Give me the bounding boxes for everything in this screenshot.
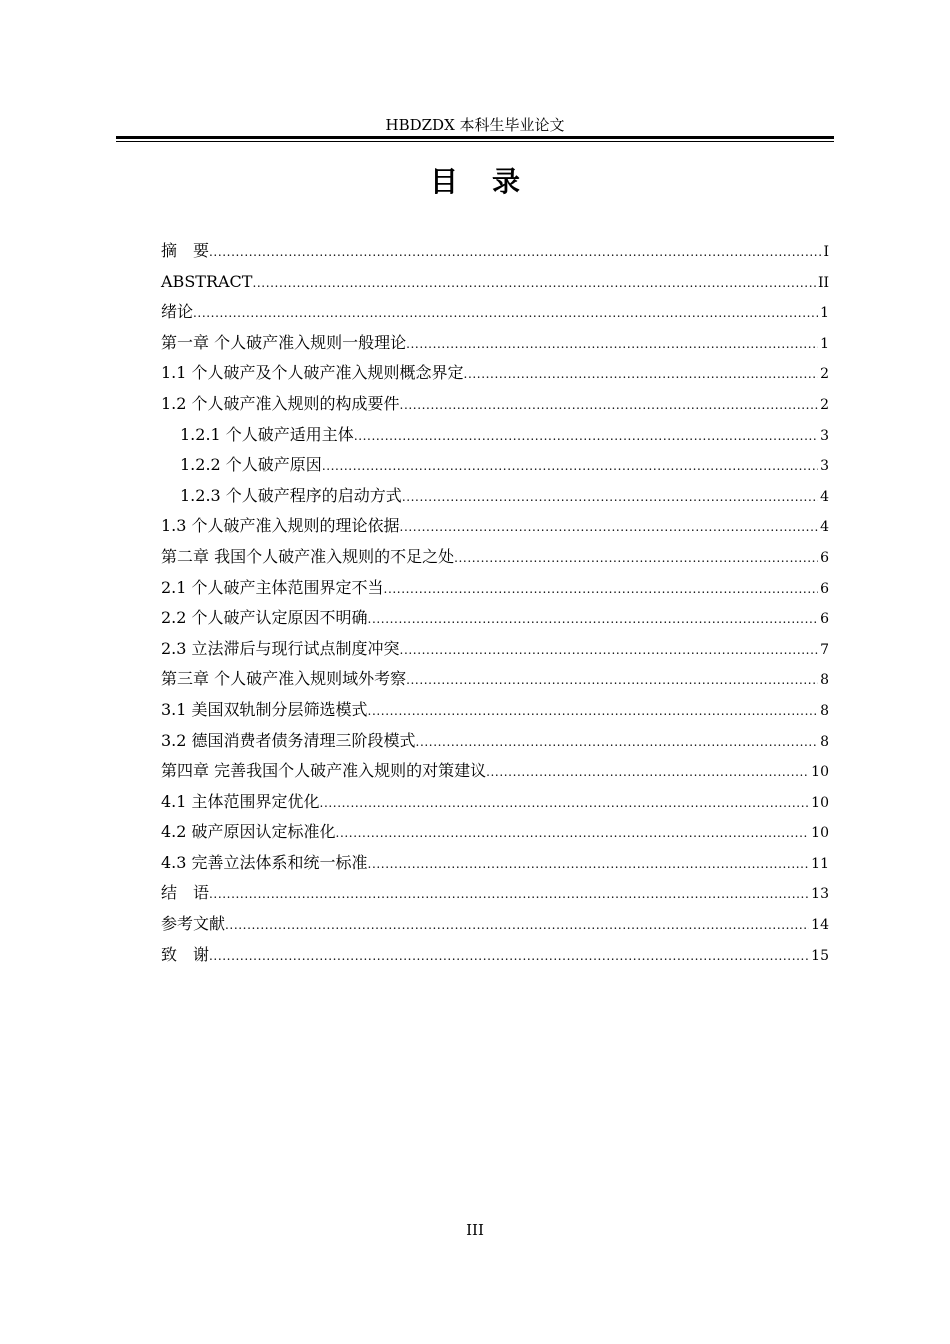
toc-entry[interactable]: [161, 634, 829, 665]
toc-entry[interactable]: [161, 481, 829, 512]
toc-entry-label: 1.2.1 个人破产适用主体: [180, 424, 354, 444]
toc-entry[interactable]: [161, 603, 829, 634]
toc-entry-page: 14: [811, 917, 829, 934]
toc-entry-page: 8: [820, 672, 829, 689]
toc-dot-leader: [486, 756, 809, 788]
toc-dot-leader: [320, 787, 810, 819]
toc-entry-page: I: [823, 244, 829, 260]
toc-dot-leader: [209, 878, 809, 910]
toc-entry-label: 2.3 立法滞后与现行试点制度冲突: [161, 638, 400, 658]
toc-entry-page: II: [817, 274, 829, 291]
toc-dot-leader: [416, 726, 819, 758]
toc-entry-page: 11: [811, 855, 829, 872]
toc-dot-leader: [193, 297, 818, 329]
toc-dot-leader: [400, 389, 819, 421]
toc-entry-label: 1.2.3 个人破产程序的启动方式: [180, 485, 402, 505]
toc-entry-page: 10: [811, 794, 829, 811]
toc-entry-label: 摘 要: [161, 241, 210, 260]
toc-dot-leader: [368, 603, 819, 635]
toc-entry-label: 1.2 个人破产准入规则的构成要件: [161, 393, 400, 413]
toc-entry[interactable]: [161, 420, 829, 451]
toc-entry[interactable]: [161, 573, 829, 604]
toc-dot-leader: [402, 481, 818, 513]
toc-entry-page: 10: [811, 825, 829, 842]
header-rule-thin: [116, 141, 834, 142]
toc-dot-leader: [322, 450, 818, 482]
toc-entry[interactable]: [161, 236, 829, 267]
toc-entry[interactable]: [161, 542, 829, 573]
toc-entry[interactable]: [161, 297, 829, 328]
toc-entry-page: 3: [820, 458, 829, 475]
toc-dot-leader: [368, 695, 819, 727]
toc-entry-page: 15: [811, 947, 829, 964]
toc-entry[interactable]: [161, 848, 829, 879]
page-number: III: [466, 1221, 484, 1239]
toc-entry[interactable]: [161, 909, 829, 940]
header-rule-thick: [116, 136, 834, 139]
toc-dot-leader: [454, 542, 818, 574]
toc-entry-page: 7: [820, 641, 829, 658]
toc-entry-label: 3.1 美国双轨制分层筛选模式: [161, 699, 368, 719]
toc-entry-label: 3.2 德国消费者债务清理三阶段模式: [161, 730, 416, 750]
running-header: HBDZDX 本科生毕业论文: [385, 116, 565, 134]
toc-entry[interactable]: [161, 726, 829, 757]
toc-entry-label: 第三章 个人破产准入规则域外考察: [161, 669, 407, 689]
toc-entry-page: 10: [811, 764, 829, 781]
toc-dot-leader: [209, 940, 809, 972]
toc-dot-leader: [406, 664, 818, 696]
toc-dot-leader: [406, 328, 818, 360]
toc-title: 目录: [429, 165, 554, 198]
toc-dot-leader: [354, 420, 818, 452]
toc-entry[interactable]: [161, 450, 829, 481]
toc-entry[interactable]: [161, 817, 829, 848]
toc-dot-leader: [225, 909, 809, 941]
toc-entry-label: 2.1 个人破产主体范围界定不当: [161, 577, 384, 597]
toc-dot-leader: [464, 358, 819, 390]
toc-entry-page: 1: [820, 305, 829, 322]
toc-entry[interactable]: [161, 358, 829, 389]
toc-entry-page: 13: [811, 886, 829, 903]
toc-entry-page: 1: [820, 335, 829, 352]
toc-entry-label: 4.3 完善立法体系和统一标准: [161, 852, 368, 872]
toc-dot-leader: [209, 236, 821, 268]
toc-entry[interactable]: [161, 328, 829, 359]
toc-entry[interactable]: [161, 695, 829, 726]
toc-entry-page: 4: [820, 488, 829, 505]
toc-entry-label: ABSTRACT: [161, 271, 253, 291]
toc-entry[interactable]: [161, 787, 829, 818]
toc-entry[interactable]: [161, 756, 829, 787]
toc-entry-label: 第四章 完善我国个人破产准入规则的对策建议: [161, 761, 487, 781]
toc-entry-label: 第二章 我国个人破产准入规则的不足之处: [161, 546, 455, 566]
toc-entry-page: 2: [820, 366, 829, 383]
toc-entry-page: 6: [820, 549, 829, 566]
toc-entry-label: 1.1 个人破产及个人破产准入规则概念界定: [161, 363, 464, 383]
toc-entry[interactable]: [161, 389, 829, 420]
toc-entry[interactable]: [161, 878, 829, 909]
toc-entry-page: 6: [820, 580, 829, 597]
toc-entry-label: 4.1 主体范围界定优化: [161, 791, 320, 811]
toc-entry-page: 6: [820, 611, 829, 628]
toc-dot-leader: [368, 848, 810, 880]
toc-entry[interactable]: [161, 267, 829, 298]
toc-entry-page: 4: [820, 519, 829, 536]
toc-entry[interactable]: [161, 940, 829, 971]
toc-dot-leader: [252, 267, 815, 299]
toc-entry-label: 结 语: [161, 883, 210, 903]
toc-dot-leader: [384, 573, 819, 605]
toc-entry-label: 绪论: [161, 302, 194, 322]
toc-entry-label: 第一章 个人破产准入规则一般理论: [161, 332, 407, 352]
toc-entry-label: 1.2.2 个人破产原因: [180, 455, 322, 475]
toc-entry-page: 3: [820, 427, 829, 444]
toc-entry-page: 8: [820, 733, 829, 750]
toc-entry-label: 1.3 个人破产准入规则的理论依据: [161, 516, 400, 536]
toc-dot-leader: [400, 511, 819, 543]
toc-dot-leader: [400, 634, 819, 666]
toc-entry-label: 4.2 破产原因认定标准化: [161, 822, 336, 842]
toc-entry-page: 8: [820, 702, 829, 719]
toc-entry[interactable]: [161, 511, 829, 542]
table-of-contents: [161, 236, 829, 970]
toc-entry-page: 2: [820, 396, 829, 413]
toc-entry[interactable]: [161, 664, 829, 695]
toc-entry-label: 参考文献: [161, 914, 226, 934]
toc-dot-leader: [336, 817, 810, 849]
toc-entry-label: 致 谢: [161, 944, 210, 964]
toc-entry-label: 2.2 个人破产认定原因不明确: [161, 608, 368, 628]
